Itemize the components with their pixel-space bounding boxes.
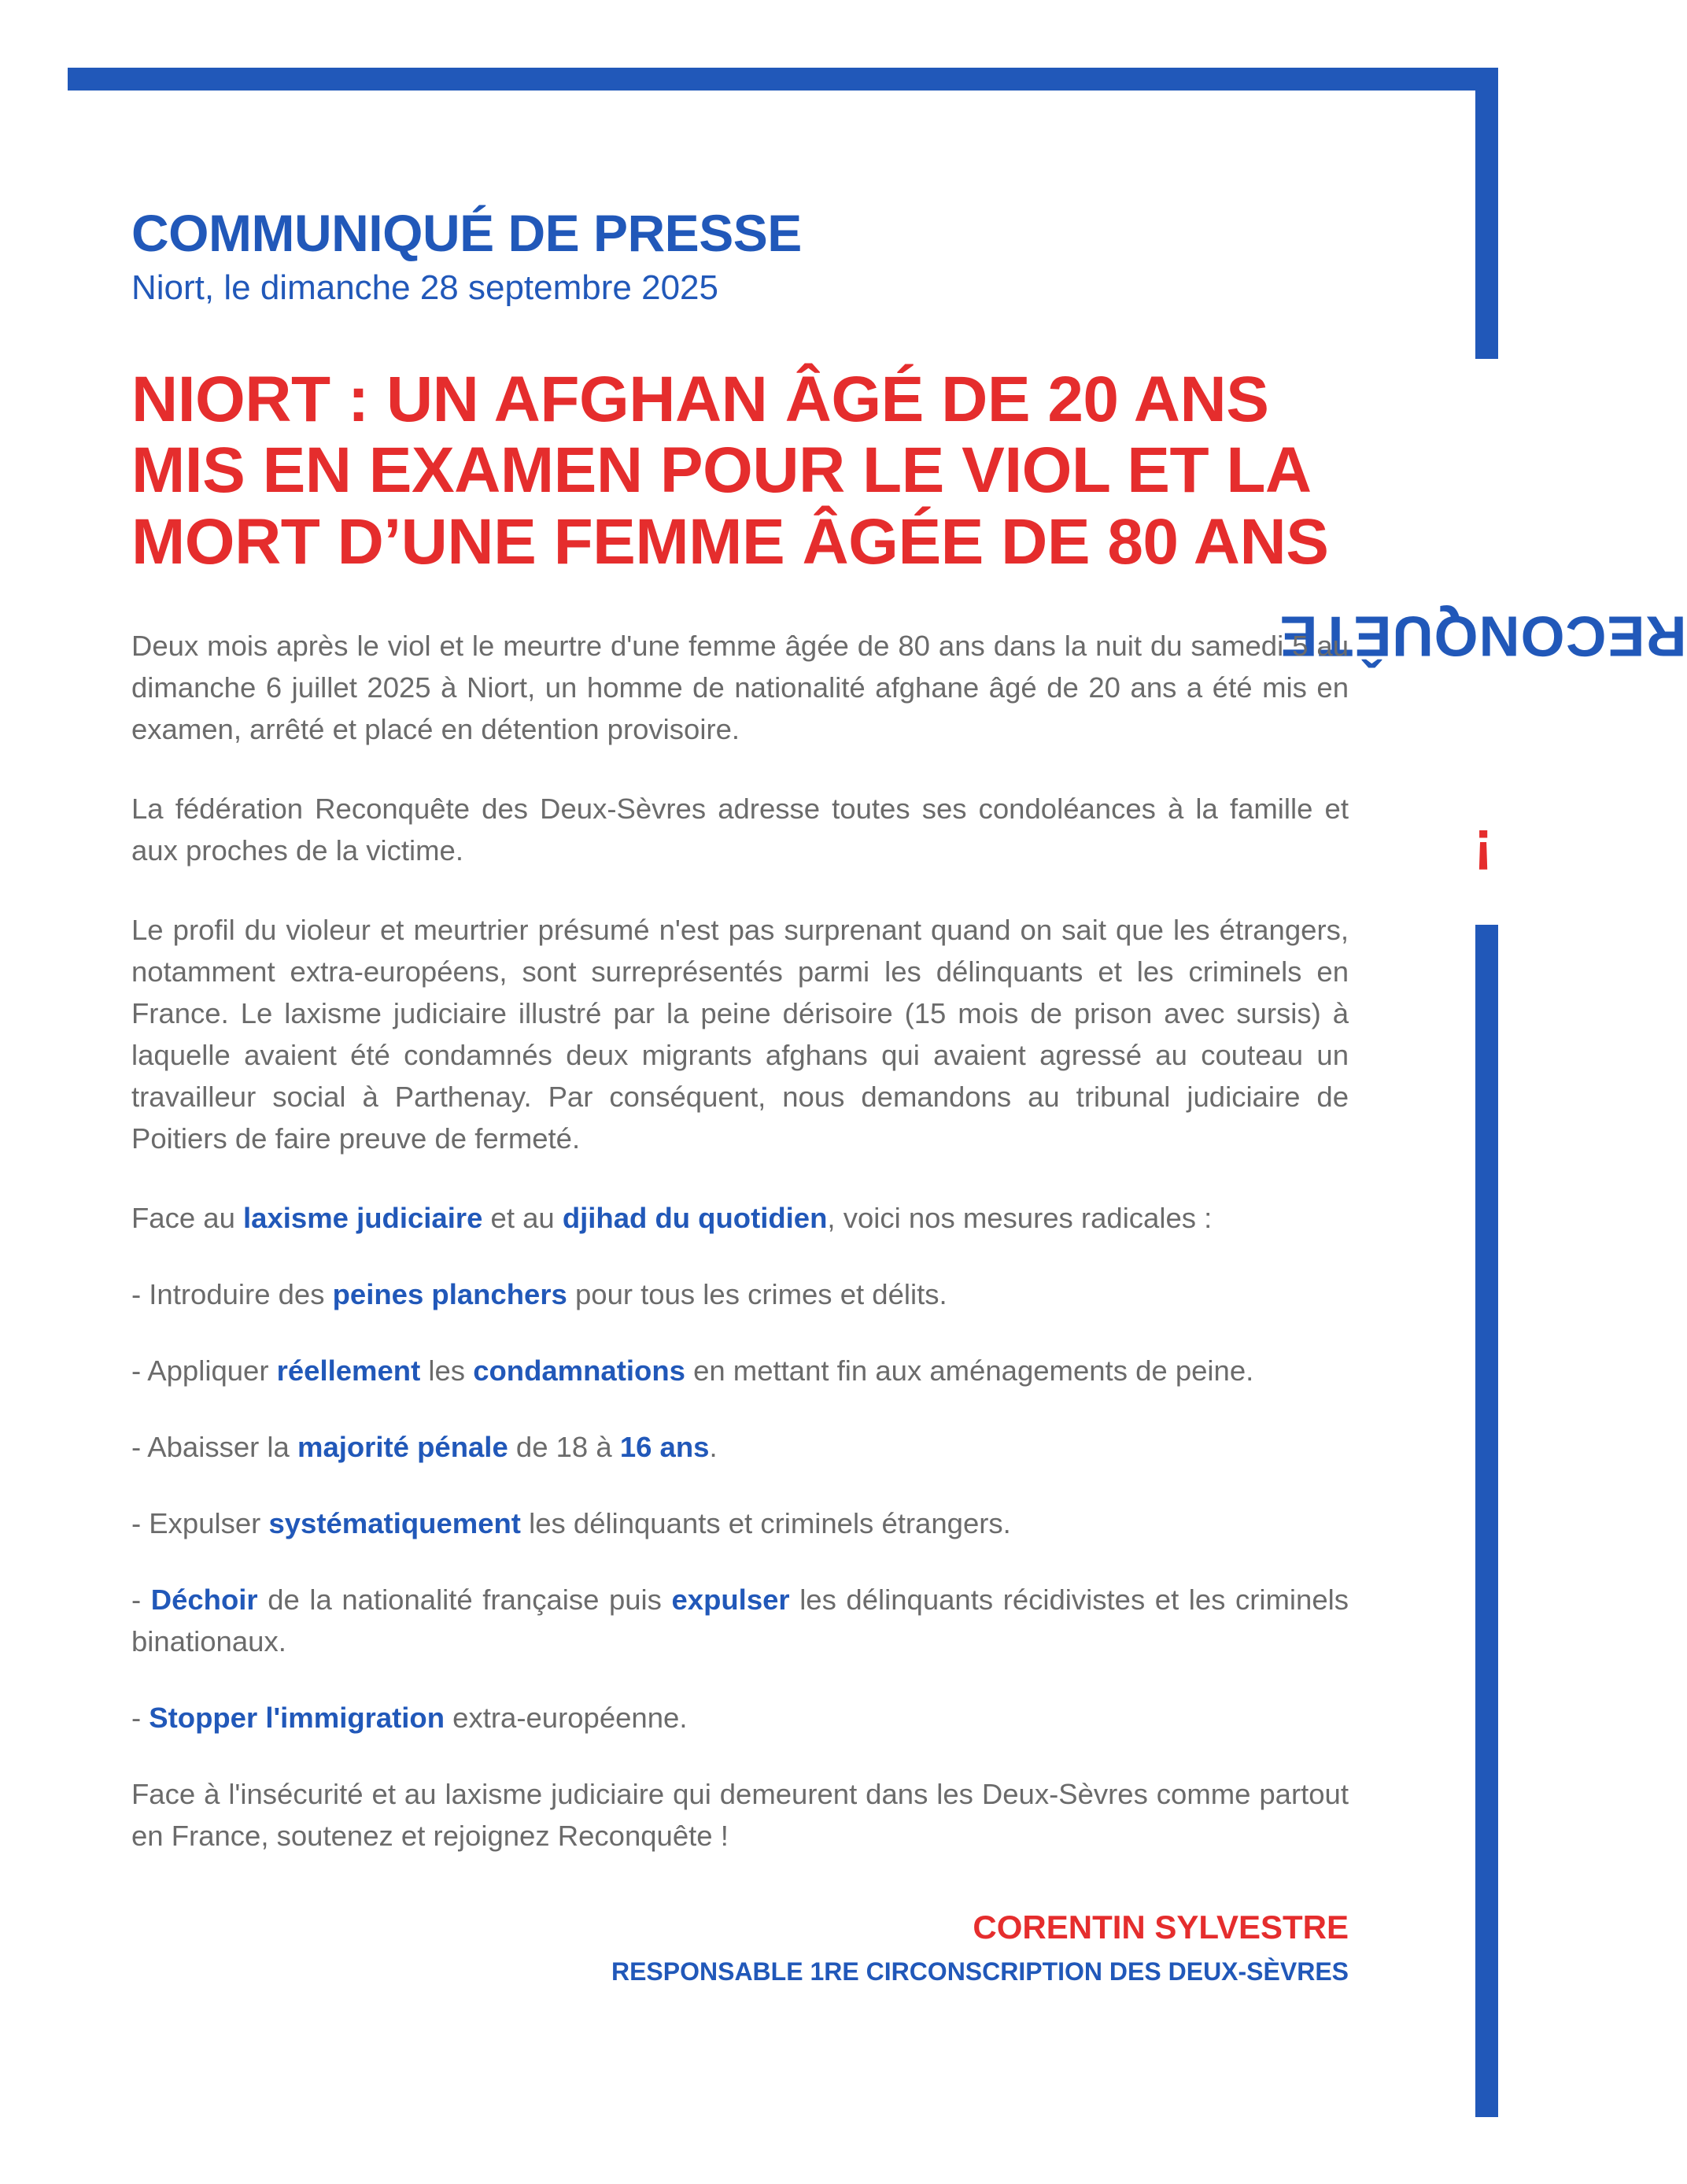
measures-intro: Face au laxisme judiciaire et au djihad du quotidien, voici nos mesures radicales : — [131, 1201, 1213, 1234]
measure-item: - Stopper l'immigration extra-européenne. — [131, 1701, 688, 1734]
highlight: djihad du quotidien — [562, 1201, 828, 1234]
measure-item: - Expulser systématiquement les délinquants et criminels étrangers. — [131, 1506, 1011, 1539]
highlight: systématiquement — [268, 1506, 521, 1539]
highlight: condamnations — [473, 1354, 685, 1387]
highlight: Déchoir — [150, 1583, 258, 1616]
highlight: Stopper l'immigration — [149, 1701, 445, 1734]
paragraph-2: La fédération Reconquête des Deux-Sèvres adresse toutes ses condoléances à la famille et aux proches de la victime. — [131, 792, 1349, 867]
kicker: COMMUNIQUÉ DE PRESSE — [131, 204, 802, 262]
highlight: expulser — [671, 1583, 790, 1616]
paragraph-1: Deux mois après le viol et le meurtre d'une femme âgée de 80 ans dans la nuit du samedi 5 au dimanche 6 juillet 2025 à Niort, un homme de nationalité afghane âgé de 20 ans a été mis en examen, arrêté et placé en détention provisoire. — [131, 629, 1349, 745]
signature — [131, 1909, 1349, 1986]
highlight: peines planchers — [332, 1277, 567, 1310]
logo-text: RECONQUÊTE — [1279, 604, 1687, 667]
headline-line-2: MIS EN EXAMEN POUR LE VIOL ET LA — [131, 434, 1312, 507]
headline-line-1: NIORT : UN AFGHAN ÂGÉ DE 20 ANS — [131, 364, 1269, 436]
measure-item: - Déchoir de la nationalité française puis expulser les délinquants récidivistes et les criminels binationaux. — [131, 1583, 1349, 1657]
body — [131, 625, 1349, 1857]
paragraph-3: Le profil du violeur et meurtrier présumé n'est pas surprenant quand on sait que les étrangers, notamment extra-européens, sont surreprésentés parmi les délinquants et les criminels en France. Le laxisme judiciaire illustré par la peine dérisoire (15 mois de prison avec sursis) à laquelle avaient été condamnés deux migrants afghans qui avaient agressé au couteau un travailleur social à Parthenay. Par conséquent, nous demandons au tribunal judiciaire de Poitiers de faire preuve de fermeté. — [131, 913, 1349, 1155]
highlight: majorité pénale — [297, 1430, 508, 1463]
signatory-name: CORENTIN SYLVESTRE — [973, 1909, 1349, 1946]
signatory-role: RESPONSABLE 1RE CIRCONSCRIPTION DES DEUX-SÈVRES — [611, 1957, 1349, 1986]
closing-paragraph: Face à l'insécurité et au laxisme judiciaire qui demeurent dans les Deux-Sèvres comme partout en France, soutenez et rejoignez Reconquête ! — [131, 1777, 1349, 1852]
headline-line-3: MORT D’UNE FEMME ÂGÉE DE 80 ANS — [131, 505, 1329, 578]
reconquete-logo — [1279, 441, 1687, 881]
highlight: réellement — [276, 1354, 421, 1387]
frame-top-bar — [68, 68, 1498, 91]
headline — [131, 364, 1349, 578]
frame-right-bar-lower — [1475, 925, 1498, 2117]
measure-item: - Abaisser la majorité pénale de 18 à 16 ans. — [131, 1430, 718, 1463]
highlight: 16 ans — [619, 1430, 710, 1463]
press-release — [131, 204, 1349, 1986]
dateline: Niort, le dimanche 28 septembre 2025 — [131, 268, 718, 308]
frame-right-bar-upper — [1475, 68, 1498, 359]
measure-item: - Appliquer réellement les condamnations en mettant fin aux aménagements de peine. — [131, 1354, 1254, 1387]
measure-item: - Introduire des peines planchers pour tous les crimes et délits. — [131, 1277, 947, 1310]
logo-mark: ! — [1473, 818, 1493, 881]
highlight: laxisme judiciaire — [243, 1201, 483, 1234]
